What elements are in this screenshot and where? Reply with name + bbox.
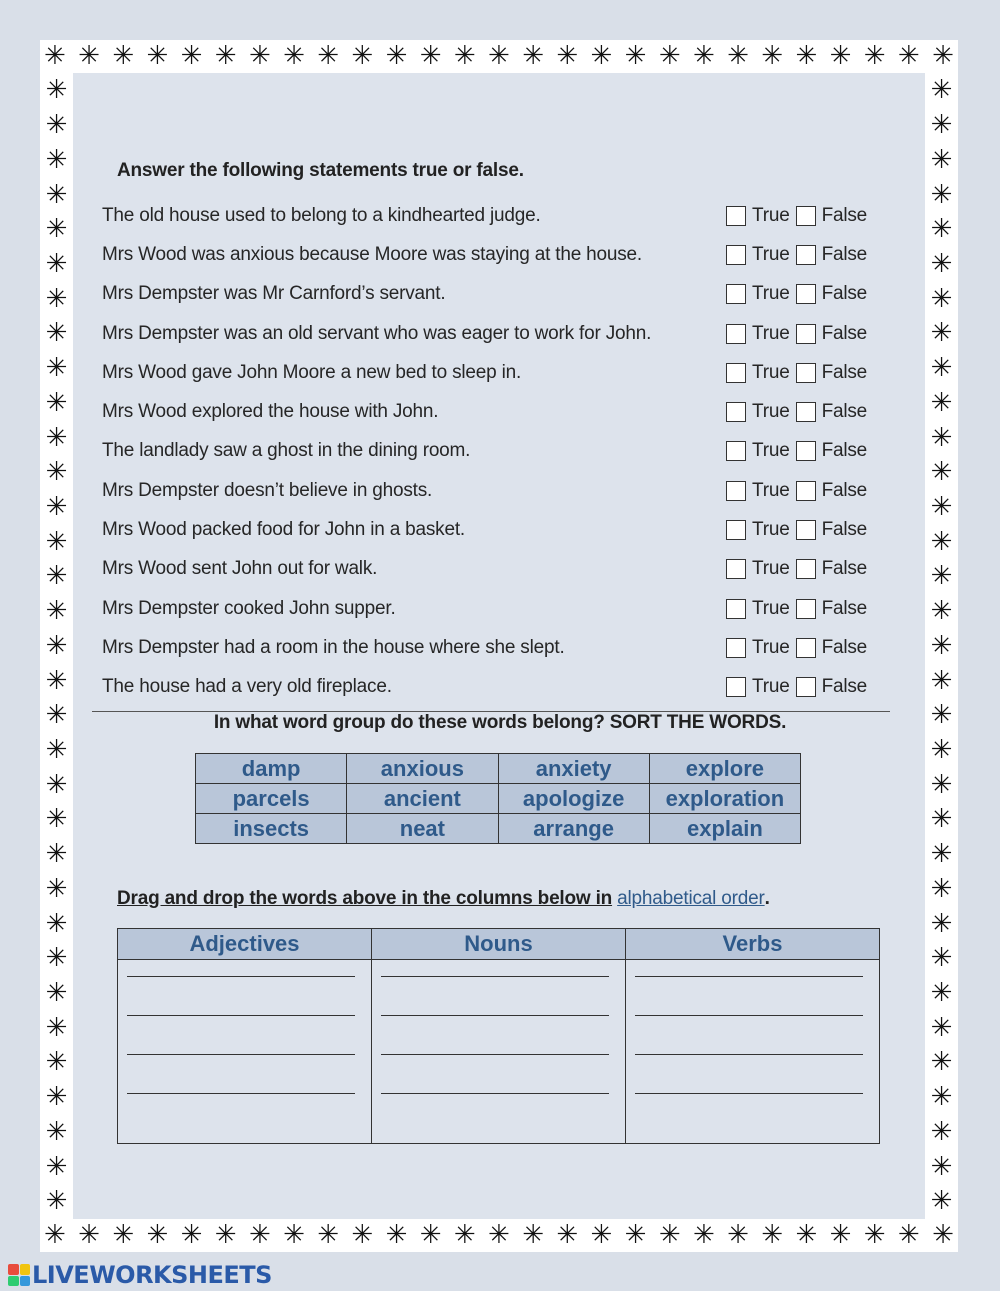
border-star-icon: ✳ bbox=[45, 1047, 68, 1078]
true-checkbox[interactable] bbox=[726, 363, 746, 383]
statement-row bbox=[102, 235, 892, 274]
true-checkbox[interactable] bbox=[726, 559, 746, 579]
border-star-icon: ✳ bbox=[897, 41, 920, 71]
column-header: Adjectives bbox=[118, 929, 371, 960]
border-star-icon: ✳ bbox=[522, 1220, 544, 1250]
drop-target-line[interactable] bbox=[381, 1015, 609, 1016]
statement-text: Mrs Wood explored the house with John. bbox=[102, 401, 439, 423]
border-star-icon: ✳ bbox=[45, 943, 68, 974]
border-star-icon: ✳ bbox=[214, 1220, 237, 1250]
border-star-icon: ✳ bbox=[930, 491, 953, 522]
border-star-icon: ✳ bbox=[930, 1047, 953, 1078]
border-star-icon: ✳ bbox=[45, 804, 68, 835]
true-label: True bbox=[752, 597, 790, 619]
true-checkbox[interactable] bbox=[726, 324, 746, 344]
word-tile[interactable]: apologize bbox=[498, 784, 649, 814]
border-star-icon: ✳ bbox=[930, 665, 953, 696]
border-star-icon: ✳ bbox=[419, 1220, 442, 1250]
border-star-icon: ✳ bbox=[829, 1220, 852, 1250]
answer-options bbox=[726, 558, 873, 580]
border-star-icon: ✳ bbox=[248, 1220, 271, 1250]
border-star-icon: ✳ bbox=[45, 1151, 68, 1182]
statement-row bbox=[102, 628, 892, 667]
border-star-icon: ✳ bbox=[45, 179, 68, 210]
border-star-icon: ✳ bbox=[44, 41, 66, 71]
false-checkbox[interactable] bbox=[796, 481, 816, 501]
border-star-icon: ✳ bbox=[590, 1220, 613, 1250]
true-checkbox[interactable] bbox=[726, 638, 746, 658]
border-star-icon: ✳ bbox=[351, 41, 374, 71]
border-star-icon: ✳ bbox=[45, 491, 68, 522]
border-star-icon: ✳ bbox=[930, 353, 953, 384]
statement-row bbox=[102, 392, 892, 431]
word-bank-row bbox=[196, 784, 801, 814]
border-star-icon: ✳ bbox=[45, 769, 68, 800]
border-star-icon: ✳ bbox=[112, 1220, 135, 1250]
border-star-icon: ✳ bbox=[453, 1220, 476, 1250]
border-star-icon: ✳ bbox=[930, 457, 953, 488]
border-star-icon: ✳ bbox=[180, 1220, 203, 1250]
border-star-icon: ✳ bbox=[45, 735, 68, 766]
border-star-icon: ✳ bbox=[45, 75, 68, 106]
true-label: True bbox=[752, 479, 790, 501]
border-star-icon: ✳ bbox=[897, 1220, 920, 1250]
sort-column-nouns bbox=[372, 929, 626, 1143]
true-label: True bbox=[752, 243, 790, 265]
border-star-icon: ✳ bbox=[930, 630, 953, 661]
statement-row bbox=[102, 471, 892, 510]
brand-logo bbox=[8, 1261, 272, 1289]
word-tile[interactable]: insects bbox=[196, 814, 347, 844]
brand-logo-icon bbox=[8, 1264, 30, 1286]
true-checkbox[interactable] bbox=[726, 481, 746, 501]
false-label: False bbox=[821, 558, 868, 580]
false-label: False bbox=[821, 204, 868, 226]
false-checkbox[interactable] bbox=[796, 245, 816, 265]
true-checkbox[interactable] bbox=[726, 441, 746, 461]
statement-row bbox=[102, 314, 892, 353]
border-star-icon: ✳ bbox=[522, 41, 544, 71]
statement-row bbox=[102, 589, 892, 628]
border-star-icon: ✳ bbox=[45, 110, 68, 141]
border-star-icon: ✳ bbox=[930, 526, 953, 557]
statement-text: Mrs Dempster was an old servant who was eager to work for John. bbox=[102, 322, 652, 344]
false-label: False bbox=[821, 401, 868, 423]
false-checkbox[interactable] bbox=[796, 520, 816, 540]
border-star-icon: ✳ bbox=[45, 873, 68, 904]
border-star-icon: ✳ bbox=[45, 353, 68, 384]
false-checkbox[interactable] bbox=[796, 402, 816, 422]
true-label: True bbox=[752, 519, 790, 541]
border-star-icon: ✳ bbox=[930, 110, 953, 141]
border-star-icon: ✳ bbox=[930, 179, 953, 210]
border-star-icon: ✳ bbox=[658, 41, 681, 71]
statement-text: Mrs Wood gave John Moore a new bed to sleep in. bbox=[102, 361, 522, 383]
column-header: Verbs bbox=[626, 929, 879, 960]
statement-row bbox=[102, 196, 892, 235]
statement-row bbox=[102, 275, 892, 314]
false-label: False bbox=[821, 479, 868, 501]
border-star-icon: ✳ bbox=[45, 248, 68, 279]
word-tile[interactable]: damp bbox=[196, 754, 347, 784]
border-star-icon: ✳ bbox=[930, 1151, 953, 1182]
border-star-icon: ✳ bbox=[930, 283, 953, 314]
border-star-icon: ✳ bbox=[930, 908, 953, 939]
false-label: False bbox=[821, 283, 868, 305]
border-star-icon: ✳ bbox=[930, 1012, 953, 1043]
border-star-icon: ✳ bbox=[45, 1012, 68, 1043]
border-star-icon: ✳ bbox=[45, 1082, 68, 1113]
false-label: False bbox=[821, 243, 868, 265]
border-star-icon: ✳ bbox=[727, 1220, 749, 1250]
drag-drop-text: Drag and drop the words above in the columns below in bbox=[117, 888, 613, 909]
statement-text: The house had a very old fireplace. bbox=[102, 676, 392, 698]
drag-drop-period: . bbox=[764, 888, 770, 909]
false-checkbox[interactable] bbox=[796, 324, 816, 344]
true-false-instructions: Answer the following statements true or false. bbox=[117, 160, 524, 181]
border-star-icon: ✳ bbox=[180, 41, 203, 71]
false-label: False bbox=[821, 440, 868, 462]
border-star-icon: ✳ bbox=[930, 561, 953, 592]
answer-options bbox=[726, 401, 873, 423]
border-star-icon: ✳ bbox=[863, 41, 886, 71]
statement-row bbox=[102, 432, 892, 471]
border-star-icon: ✳ bbox=[45, 596, 68, 627]
brand-name: LIVEWORKSHEETS bbox=[32, 1261, 272, 1289]
sort-column-verbs bbox=[626, 929, 879, 1143]
border-star-icon: ✳ bbox=[930, 769, 953, 800]
border-star-icon: ✳ bbox=[692, 1220, 715, 1250]
true-checkbox[interactable] bbox=[726, 402, 746, 422]
false-checkbox[interactable] bbox=[796, 363, 816, 383]
border-star-icon: ✳ bbox=[45, 908, 68, 939]
border-star-icon: ✳ bbox=[930, 839, 953, 870]
border-star-icon: ✳ bbox=[930, 1116, 953, 1147]
border-top bbox=[40, 40, 958, 73]
true-label: True bbox=[752, 204, 790, 226]
word-tile[interactable]: exploration bbox=[649, 784, 800, 814]
word-tile[interactable]: ancient bbox=[347, 784, 498, 814]
drop-target-line[interactable] bbox=[635, 1054, 863, 1055]
true-label: True bbox=[752, 636, 790, 658]
border-star-icon: ✳ bbox=[283, 41, 305, 71]
border-star-icon: ✳ bbox=[556, 41, 579, 71]
border-star-icon: ✳ bbox=[930, 75, 953, 106]
border-star-icon: ✳ bbox=[112, 41, 135, 71]
border-star-icon: ✳ bbox=[45, 700, 68, 731]
alphabetical-order-link[interactable]: alphabetical order bbox=[617, 888, 765, 909]
border-star-icon: ✳ bbox=[385, 41, 408, 71]
false-label: False bbox=[821, 636, 868, 658]
border-star-icon: ✳ bbox=[930, 144, 953, 175]
border-star-icon: ✳ bbox=[727, 41, 749, 71]
border-star-icon: ✳ bbox=[863, 1220, 886, 1250]
drop-target-line[interactable] bbox=[127, 976, 355, 977]
border-star-icon: ✳ bbox=[45, 457, 68, 488]
sort-column-adjectives bbox=[118, 929, 372, 1143]
word-tile[interactable]: neat bbox=[347, 814, 498, 844]
statement-text: Mrs Wood was anxious because Moore was staying at the house. bbox=[102, 243, 642, 265]
border-star-icon: ✳ bbox=[930, 248, 953, 279]
sorting-table bbox=[117, 928, 880, 1144]
answer-options bbox=[726, 362, 873, 384]
false-label: False bbox=[821, 519, 868, 541]
answer-options bbox=[726, 519, 873, 541]
border-star-icon: ✳ bbox=[45, 318, 68, 349]
border-star-icon: ✳ bbox=[419, 41, 442, 71]
false-checkbox[interactable] bbox=[796, 441, 816, 461]
border-star-icon: ✳ bbox=[45, 978, 68, 1009]
border-star-icon: ✳ bbox=[930, 1186, 953, 1217]
false-label: False bbox=[821, 676, 868, 698]
border-star-icon: ✳ bbox=[45, 665, 68, 696]
drop-target-line[interactable] bbox=[635, 1093, 863, 1094]
border-star-icon: ✳ bbox=[930, 943, 953, 974]
statement-row bbox=[102, 668, 892, 707]
border-star-icon: ✳ bbox=[488, 1220, 510, 1250]
statement-row bbox=[102, 550, 892, 589]
border-star-icon: ✳ bbox=[45, 1116, 68, 1147]
column-header: Nouns bbox=[372, 929, 625, 960]
true-checkbox[interactable] bbox=[726, 245, 746, 265]
border-star-icon: ✳ bbox=[45, 561, 68, 592]
statement-text: Mrs Dempster doesn’t believe in ghosts. bbox=[102, 479, 433, 501]
answer-options bbox=[726, 637, 873, 659]
drop-target-line[interactable] bbox=[381, 976, 609, 977]
statement-text: Mrs Dempster cooked John supper. bbox=[102, 597, 396, 619]
border-star-icon: ✳ bbox=[761, 1220, 784, 1250]
border-star-icon: ✳ bbox=[930, 318, 953, 349]
statement-row bbox=[102, 510, 892, 549]
border-star-icon: ✳ bbox=[624, 1220, 647, 1250]
statement-text: The landlady saw a ghost in the dining room. bbox=[102, 440, 471, 462]
border-star-icon: ✳ bbox=[932, 1220, 954, 1250]
false-label: False bbox=[821, 597, 868, 619]
border-star-icon: ✳ bbox=[930, 596, 953, 627]
answer-options bbox=[726, 283, 873, 305]
border-star-icon: ✳ bbox=[930, 700, 953, 731]
border-star-icon: ✳ bbox=[488, 41, 510, 71]
drop-target-line[interactable] bbox=[381, 1093, 609, 1094]
word-tile[interactable]: anxious bbox=[347, 754, 498, 784]
border-star-icon: ✳ bbox=[930, 978, 953, 1009]
word-tile[interactable]: anxiety bbox=[498, 754, 649, 784]
answer-options bbox=[726, 244, 873, 266]
true-label: True bbox=[752, 401, 790, 423]
border-star-icon: ✳ bbox=[930, 735, 953, 766]
border-star-icon: ✳ bbox=[146, 1220, 169, 1250]
logo-square bbox=[8, 1276, 19, 1287]
border-star-icon: ✳ bbox=[214, 41, 237, 71]
statement-text: Mrs Dempster had a room in the house where she slept. bbox=[102, 636, 565, 658]
false-label: False bbox=[821, 322, 868, 344]
answer-options bbox=[726, 440, 873, 462]
answer-options bbox=[726, 323, 873, 345]
border-star-icon: ✳ bbox=[795, 41, 818, 71]
border-star-icon: ✳ bbox=[385, 1220, 408, 1250]
border-star-icon: ✳ bbox=[45, 630, 68, 661]
sort-question: In what word group do these words belong? SORT THE WORDS. bbox=[213, 712, 787, 733]
true-checkbox[interactable] bbox=[726, 284, 746, 304]
drop-target-line[interactable] bbox=[127, 1015, 355, 1016]
logo-square bbox=[20, 1264, 31, 1275]
border-star-icon: ✳ bbox=[590, 41, 613, 71]
logo-square bbox=[8, 1264, 19, 1275]
drop-target-line[interactable] bbox=[381, 1054, 609, 1055]
statement-text: Mrs Dempster was Mr Carnford’s servant. bbox=[102, 283, 446, 305]
word-tile[interactable]: parcels bbox=[196, 784, 347, 814]
word-tile[interactable]: explain bbox=[649, 814, 800, 844]
drag-drop-instructions bbox=[117, 888, 770, 910]
drop-target-line[interactable] bbox=[127, 1054, 355, 1055]
false-checkbox[interactable] bbox=[796, 677, 816, 697]
border-star-icon: ✳ bbox=[624, 41, 647, 71]
border-star-icon: ✳ bbox=[930, 422, 953, 453]
statement-row bbox=[102, 353, 892, 392]
false-checkbox[interactable] bbox=[796, 638, 816, 658]
border-star-icon: ✳ bbox=[317, 41, 340, 71]
border-star-icon: ✳ bbox=[45, 1186, 68, 1217]
drop-target-line[interactable] bbox=[635, 1015, 863, 1016]
drop-target-line[interactable] bbox=[127, 1093, 355, 1094]
border-star-icon: ✳ bbox=[44, 1220, 66, 1250]
true-label: True bbox=[752, 676, 790, 698]
true-checkbox[interactable] bbox=[726, 599, 746, 619]
false-checkbox[interactable] bbox=[796, 599, 816, 619]
border-star-icon: ✳ bbox=[930, 214, 953, 245]
border-star-icon: ✳ bbox=[829, 41, 852, 71]
border-star-icon: ✳ bbox=[453, 41, 476, 71]
border-star-icon: ✳ bbox=[930, 873, 953, 904]
logo-square bbox=[20, 1276, 31, 1287]
border-star-icon: ✳ bbox=[692, 41, 715, 71]
border-star-icon: ✳ bbox=[761, 41, 784, 71]
false-checkbox[interactable] bbox=[796, 284, 816, 304]
answer-options bbox=[726, 598, 873, 620]
border-star-icon: ✳ bbox=[146, 41, 169, 71]
border-star-icon: ✳ bbox=[317, 1220, 340, 1250]
border-star-icon: ✳ bbox=[248, 41, 271, 71]
border-star-icon: ✳ bbox=[930, 387, 953, 418]
true-checkbox[interactable] bbox=[726, 206, 746, 226]
statement-text: Mrs Wood packed food for John in a basket. bbox=[102, 519, 466, 541]
answer-options bbox=[726, 205, 873, 227]
false-label: False bbox=[821, 361, 868, 383]
true-false-list bbox=[102, 196, 892, 707]
border-bottom bbox=[40, 1219, 958, 1252]
border-left bbox=[40, 73, 73, 1219]
true-label: True bbox=[752, 361, 790, 383]
word-bank-table bbox=[195, 753, 801, 844]
true-label: True bbox=[752, 440, 790, 462]
statement-text: Mrs Wood sent John out for walk. bbox=[102, 558, 378, 580]
border-star-icon: ✳ bbox=[283, 1220, 305, 1250]
answer-options bbox=[726, 676, 873, 698]
border-star-icon: ✳ bbox=[658, 1220, 681, 1250]
border-star-icon: ✳ bbox=[45, 214, 68, 245]
border-star-icon: ✳ bbox=[45, 387, 68, 418]
word-bank-row bbox=[196, 814, 801, 844]
false-checkbox[interactable] bbox=[796, 206, 816, 226]
word-tile[interactable]: explore bbox=[649, 754, 800, 784]
true-label: True bbox=[752, 558, 790, 580]
border-star-icon: ✳ bbox=[795, 1220, 818, 1250]
true-label: True bbox=[752, 283, 790, 305]
drop-target-line[interactable] bbox=[635, 976, 863, 977]
border-star-icon: ✳ bbox=[556, 1220, 579, 1250]
false-checkbox[interactable] bbox=[796, 559, 816, 579]
statement-text: The old house used to belong to a kindhearted judge. bbox=[102, 204, 541, 226]
border-star-icon: ✳ bbox=[932, 41, 954, 71]
border-star-icon: ✳ bbox=[78, 1220, 100, 1250]
border-star-icon: ✳ bbox=[45, 526, 68, 557]
border-star-icon: ✳ bbox=[930, 1082, 953, 1113]
word-bank-row bbox=[196, 754, 801, 784]
true-label: True bbox=[752, 322, 790, 344]
border-star-icon: ✳ bbox=[930, 804, 953, 835]
border-star-icon: ✳ bbox=[45, 839, 68, 870]
border-star-icon: ✳ bbox=[45, 422, 68, 453]
word-tile[interactable]: arrange bbox=[498, 814, 649, 844]
border-right bbox=[925, 73, 958, 1219]
border-star-icon: ✳ bbox=[78, 41, 100, 71]
border-star-icon: ✳ bbox=[45, 283, 68, 314]
true-checkbox[interactable] bbox=[726, 520, 746, 540]
border-star-icon: ✳ bbox=[351, 1220, 374, 1250]
true-checkbox[interactable] bbox=[726, 677, 746, 697]
answer-options bbox=[726, 480, 873, 502]
border-star-icon: ✳ bbox=[45, 144, 68, 175]
